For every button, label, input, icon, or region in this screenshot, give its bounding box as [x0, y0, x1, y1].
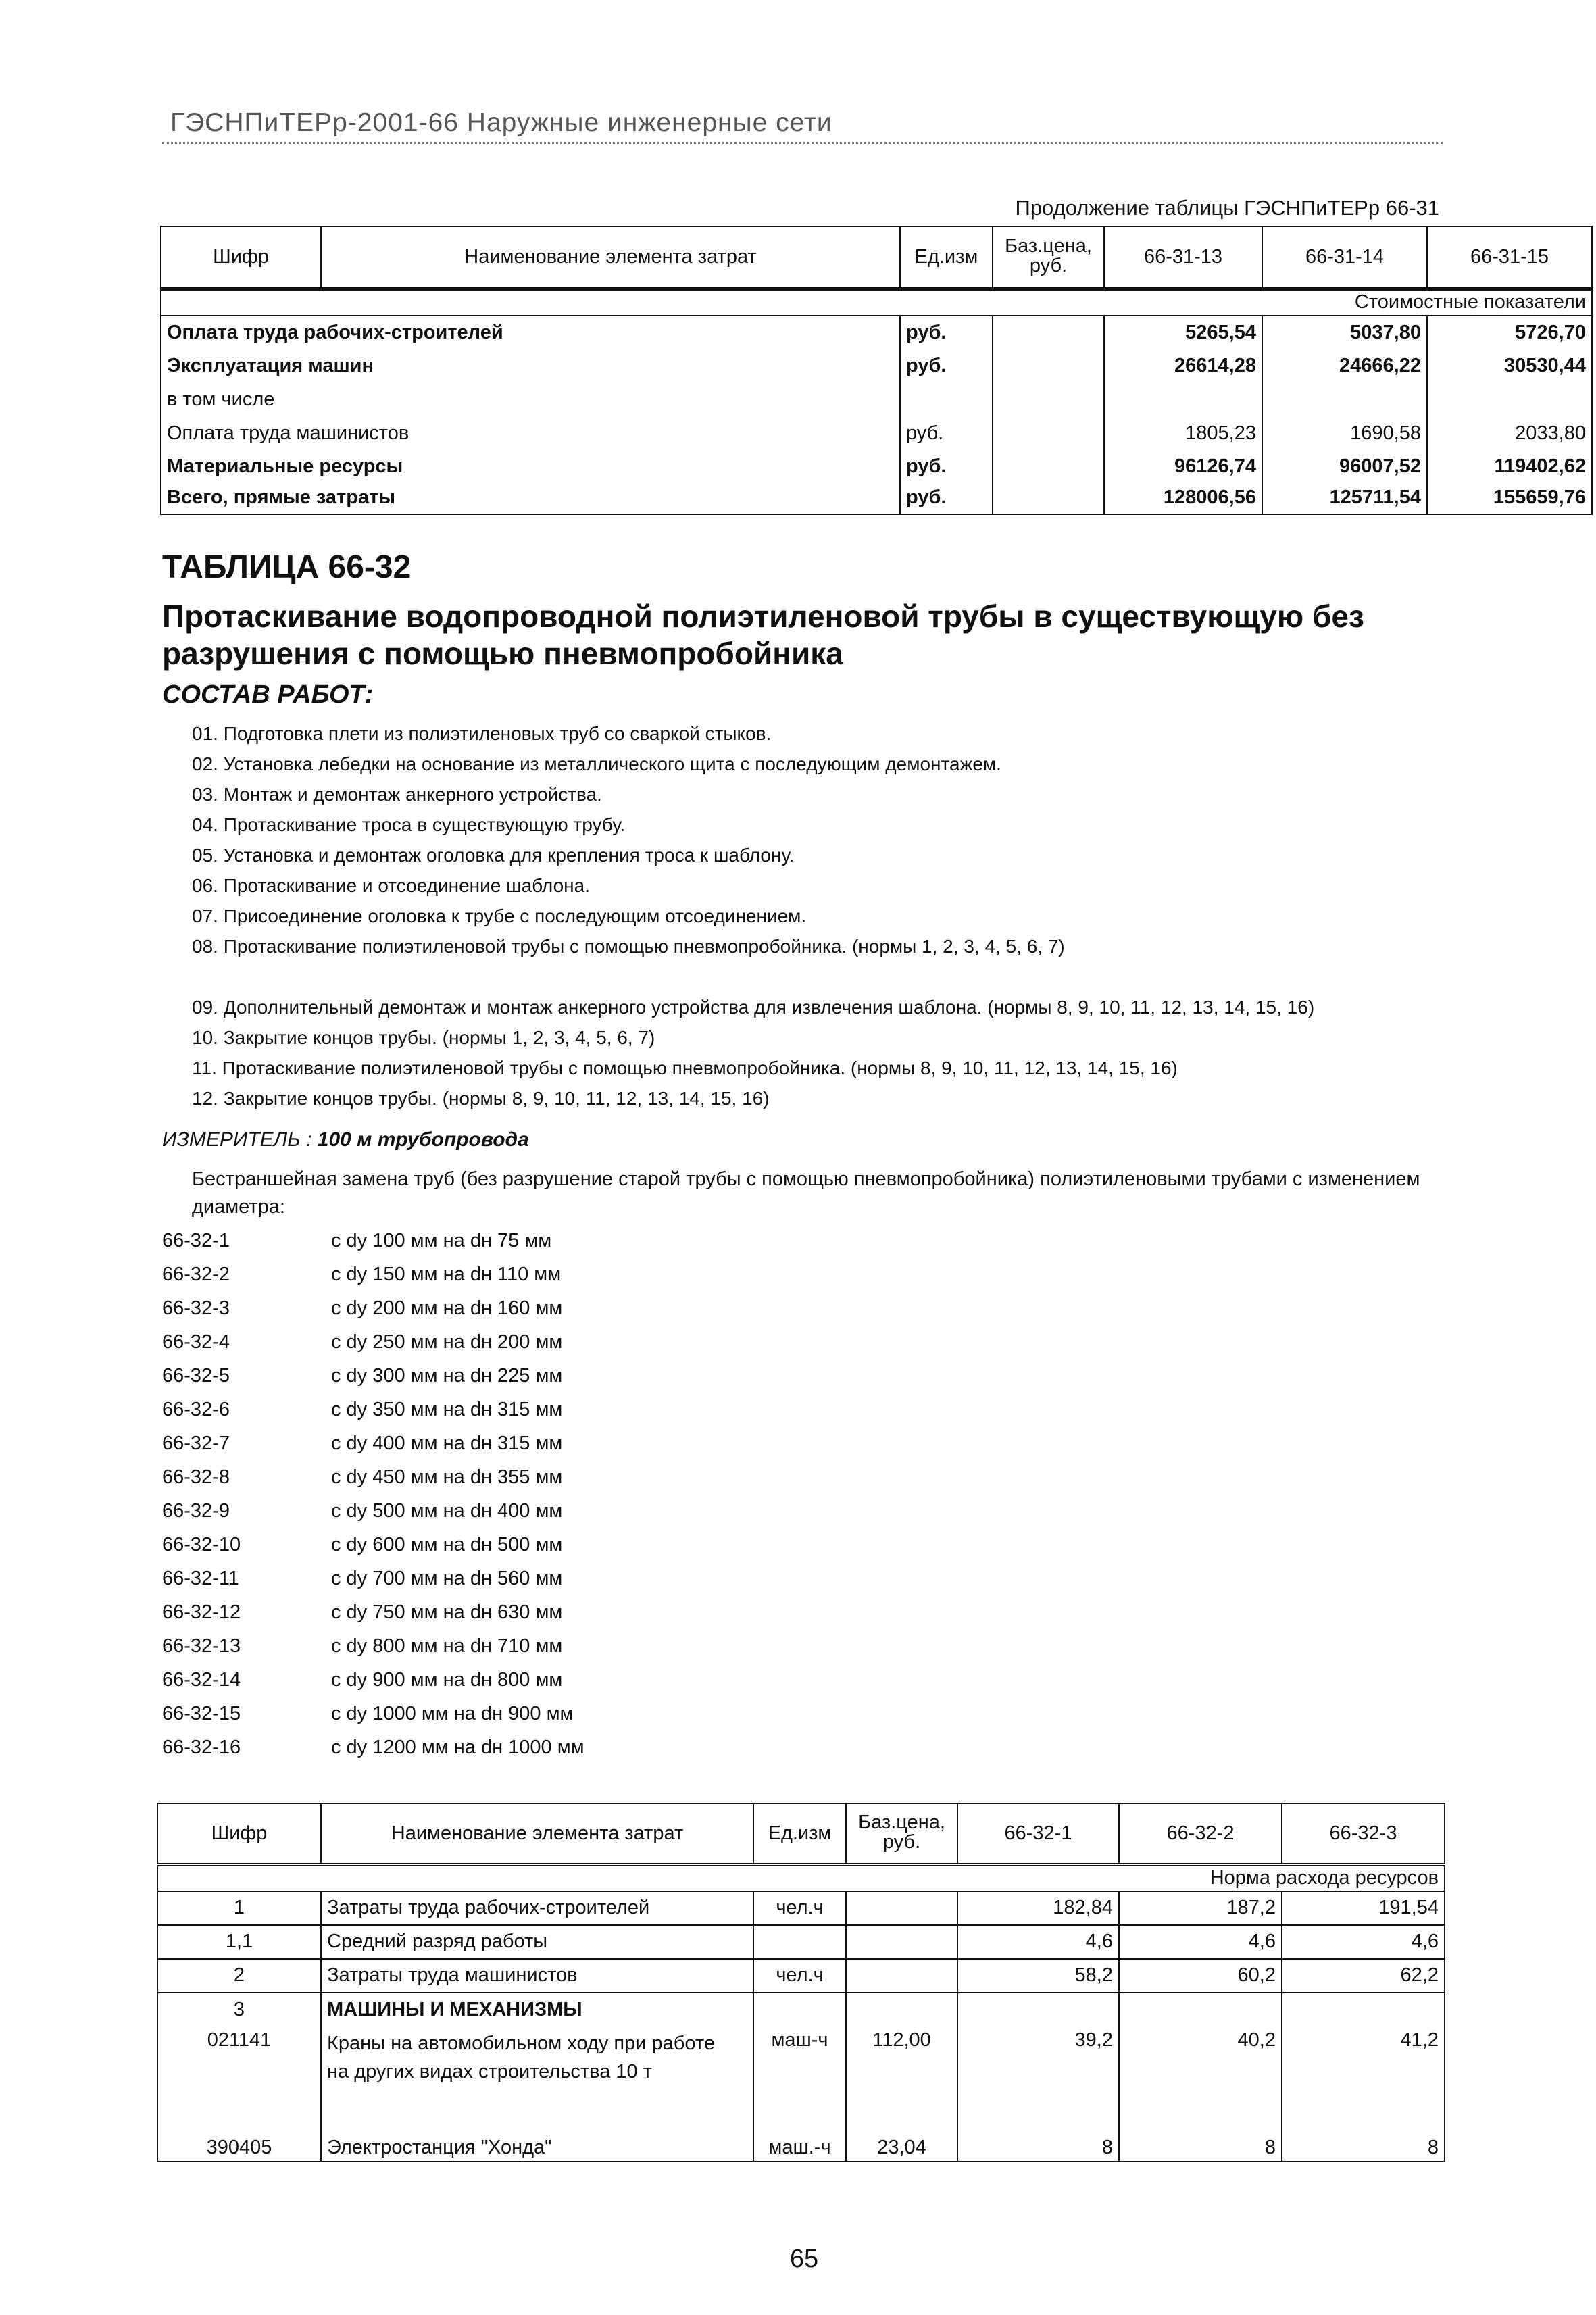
row-value-2: 60,2 — [1119, 1959, 1282, 1993]
norm-code: 66-32-14 — [162, 1669, 241, 1691]
norm-description: с dy 450 мм на dн 355 мм — [331, 1466, 563, 1488]
list-item — [162, 1500, 562, 1522]
table-number-heading: ТАБЛИЦА 66-32 — [162, 549, 412, 585]
norm-description: с dy 900 мм на dн 800 мм — [331, 1669, 563, 1691]
row-value-3: 4,6 — [1282, 1925, 1445, 1959]
col-header-price-line1: Баз.цена, — [858, 1812, 945, 1834]
row-name: в том числе — [161, 383, 900, 417]
row-unit: руб. — [900, 417, 993, 451]
list-item — [162, 1331, 562, 1353]
row-name-cell — [321, 2026, 753, 2135]
norm-description: с dy 350 мм на dн 315 мм — [331, 1399, 563, 1420]
composition-heading: СОСТАВ РАБОТ: — [162, 680, 374, 709]
row-value-1: 8 — [957, 2135, 1119, 2162]
norm-description: с dy 500 мм на dн 400 мм — [331, 1500, 563, 1522]
row-value-3: 5726,70 — [1427, 316, 1592, 349]
norm-description: с dy 1200 мм на dн 1000 мм — [331, 1737, 584, 1758]
row-value-2: 4,6 — [1119, 1925, 1282, 1959]
subheader-row — [161, 289, 1592, 316]
norm-code: 66-32-11 — [162, 1568, 239, 1589]
col-header-66-31-15: 66-31-15 — [1427, 226, 1592, 289]
row-value-2: 24666,22 — [1262, 349, 1427, 383]
row-value-1: 1805,23 — [1104, 417, 1262, 451]
table-row — [161, 383, 1592, 417]
list-item — [162, 1433, 562, 1455]
row-value-2: 125711,54 — [1262, 482, 1427, 514]
continuation-title: Продолжение таблицы ГЭСНПиТЕРр 66-31 — [1015, 196, 1439, 220]
row-name: Средний разряд работы — [321, 1925, 753, 1959]
measure-label: ИЗМЕРИТЕЛЬ : — [162, 1128, 312, 1151]
norm-code: 66-32-9 — [162, 1500, 230, 1522]
list-item — [162, 1466, 562, 1489]
norm-code: 66-32-12 — [162, 1601, 241, 1623]
list-item: 08. Протаскивание полиэтиленовой трубы с помощью пневмопробойника. (нормы 1, 2, 3, 4, 5, 6, 7) — [192, 936, 1065, 957]
row-unit: чел.ч — [753, 1891, 846, 1925]
list-item — [162, 1230, 551, 1252]
list-item: 09. Дополнительный демонтаж и монтаж анкерного устройства для извлечения шаблона. (нормы 8, 9, 10, 11, 12, 13, 14, 15, 16) — [192, 997, 1315, 1018]
row-value-3: 41,2 — [1282, 2026, 1445, 2135]
col-header-price-line1: Баз.цена, — [1005, 235, 1092, 257]
table-row — [157, 1993, 1445, 2026]
table-header-row — [161, 226, 1592, 289]
row-unit: чел.ч — [753, 1959, 846, 1993]
row-name: Затраты труда рабочих-строителей — [321, 1891, 753, 1925]
norm-description: с dy 600 мм на dн 500 мм — [331, 1534, 563, 1555]
norm-description: с dy 700 мм на dн 560 мм — [331, 1568, 563, 1589]
table-header-row — [157, 1803, 1445, 1864]
row-value-3: 30530,44 — [1427, 349, 1592, 383]
row-name: Всего, прямые затраты — [161, 482, 900, 514]
norm-code: 66-32-1 — [162, 1230, 230, 1251]
row-value-2: 1690,58 — [1262, 417, 1427, 451]
norm-description: с dy 300 мм на dн 225 мм — [331, 1365, 563, 1387]
table-row — [161, 417, 1592, 451]
row-value-2: 96007,52 — [1262, 451, 1427, 482]
row-unit: руб. — [900, 451, 993, 482]
list-item: 04. Протаскивание троса в существующую трубу. — [192, 814, 626, 835]
norm-description: с dy 400 мм на dн 315 мм — [331, 1433, 563, 1454]
col-header-name: Наименование элемента затрат — [321, 1803, 753, 1864]
norm-code: 66-32-3 — [162, 1297, 230, 1319]
table-row — [157, 1959, 1445, 1993]
subheader-resource-norms: Норма расхода ресурсов — [157, 1864, 1445, 1891]
norm-description: с dy 800 мм на dн 710 мм — [331, 1635, 563, 1657]
list-item: 10. Закрытие концов трубы. (нормы 1, 2, 3, 4, 5, 6, 7) — [192, 1027, 655, 1048]
col-header-code: Шифр — [157, 1803, 321, 1864]
table-row — [161, 349, 1592, 383]
row-code: 1 — [157, 1891, 321, 1925]
list-item — [162, 1568, 562, 1590]
header-divider — [162, 142, 1443, 144]
row-value-3: 8 — [1282, 2135, 1445, 2162]
row-value-3: 191,54 — [1282, 1891, 1445, 1925]
norm-code: 66-32-7 — [162, 1433, 230, 1454]
norm-code: 66-32-15 — [162, 1703, 241, 1724]
row-name: Оплата труда машинистов — [161, 417, 900, 451]
row-name: Материальные ресурсы — [161, 451, 900, 482]
list-item: 12. Закрытие концов трубы. (нормы 8, 9, 10, 11, 12, 13, 14, 15, 16) — [192, 1088, 770, 1109]
row-name: Оплата труда рабочих-строителей — [161, 316, 900, 349]
col-header-66-32-1: 66-32-1 — [957, 1803, 1119, 1864]
row-name: МАШИНЫ И МЕХАНИЗМЫ — [321, 1993, 753, 2026]
row-value-1: 128006,56 — [1104, 482, 1262, 514]
norm-code: 66-32-2 — [162, 1264, 230, 1285]
row-name: Электростанция "Хонда" — [321, 2135, 753, 2162]
list-item — [162, 1703, 573, 1725]
norm-code: 66-32-10 — [162, 1534, 241, 1555]
row-unit: руб. — [900, 349, 993, 383]
row-value-2: 8 — [1119, 2135, 1282, 2162]
row-name: Эксплуатация машин — [161, 349, 900, 383]
row-name: Краны на автомобильном ходу при работе — [327, 2033, 715, 2054]
row-value-3: 155659,76 — [1427, 482, 1592, 514]
list-item — [162, 1737, 584, 1759]
norm-description: с dy 1000 мм на dн 900 мм — [331, 1703, 574, 1724]
row-unit: руб. — [900, 316, 993, 349]
table-66-32-resources — [157, 1803, 1445, 2162]
row-code: 3 — [157, 1993, 321, 2026]
list-item: 06. Протаскивание и отсоединение шаблона. — [192, 875, 590, 896]
table-row — [161, 451, 1592, 482]
list-item — [162, 1601, 562, 1624]
table-row — [161, 316, 1592, 349]
col-header-66-31-13: 66-31-13 — [1104, 226, 1262, 289]
norm-description: с dy 750 мм на dн 630 мм — [331, 1601, 563, 1623]
row-unit: руб. — [900, 482, 993, 514]
row-name: Затраты труда машинистов — [321, 1959, 753, 1993]
list-item: 05. Установка и демонтаж оголовка для крепления троса к шаблону. — [192, 845, 795, 866]
row-value-1: 182,84 — [957, 1891, 1119, 1925]
col-header-66-31-14: 66-31-14 — [1262, 226, 1427, 289]
description-text: Бестраншейная замена труб (без разрушение старой трубы с помощью пневмопробойника) полиэтиленовыми трубами с изменением диаметра: — [192, 1168, 1420, 1218]
col-header-price — [846, 1803, 957, 1864]
table-row — [157, 1891, 1445, 1925]
row-value-2: 187,2 — [1119, 1891, 1282, 1925]
col-header-name: Наименование элемента затрат — [321, 226, 900, 289]
subheader-cost-indicators: Стоимостные показатели — [161, 289, 1592, 316]
row-code: 2 — [157, 1959, 321, 1993]
col-header-66-32-3: 66-32-3 — [1282, 1803, 1445, 1864]
row-unit: маш-ч — [753, 2026, 846, 2135]
row-unit: маш.-ч — [753, 2135, 846, 2162]
norm-code: 66-32-6 — [162, 1399, 230, 1420]
page-number: 65 — [789, 2245, 819, 2273]
col-header-price-line2: руб. — [1029, 255, 1068, 277]
col-header-price — [993, 226, 1104, 289]
table-row — [157, 2135, 1445, 2162]
norm-code: 66-32-4 — [162, 1331, 230, 1353]
row-value-2: 5037,80 — [1262, 316, 1427, 349]
list-item — [162, 1534, 562, 1556]
list-item — [162, 1264, 561, 1286]
measure-line — [162, 1128, 529, 1151]
col-header-unit: Ед.изм — [753, 1803, 846, 1864]
list-item: 02. Установка лебедки на основание из металлического щита с последующим демонтажем. — [192, 753, 1001, 774]
norm-description: с dy 150 мм на dн 110 мм — [331, 1264, 562, 1285]
row-value-3: 62,2 — [1282, 1959, 1445, 1993]
row-price: 112,00 — [846, 2026, 957, 2135]
list-item — [162, 1669, 562, 1691]
list-item — [162, 1365, 562, 1387]
row-code: 1,1 — [157, 1925, 321, 1959]
norm-description: с dy 250 мм на dн 200 мм — [331, 1331, 563, 1353]
row-code: 390405 — [157, 2135, 321, 2162]
col-header-66-32-2: 66-32-2 — [1119, 1803, 1282, 1864]
col-header-unit: Ед.изм — [900, 226, 993, 289]
list-item: 07. Присоединение оголовка к трубе с последующим отсоединением. — [192, 905, 807, 926]
norm-description: с dy 200 мм на dн 160 мм — [331, 1297, 563, 1319]
list-item — [162, 1399, 562, 1421]
norm-description: с dy 100 мм на dн 75 мм — [331, 1230, 552, 1251]
table-row — [157, 2026, 1445, 2135]
section-title: Протаскивание водопроводной полиэтиленовой трубы в существующую без разрушения с помощью пневмопробойника — [162, 599, 1364, 672]
row-value-3: 2033,80 — [1427, 417, 1592, 451]
col-header-price-line2: руб. — [882, 1831, 921, 1853]
row-value-1: 4,6 — [957, 1925, 1119, 1959]
row-value-1: 5265,54 — [1104, 316, 1262, 349]
col-header-code: Шифр — [161, 226, 321, 289]
norm-code: 66-32-13 — [162, 1635, 241, 1657]
row-name-continued: на других видах строительства 10 т — [327, 2061, 653, 2083]
measure-value: 100 м трубопровода — [317, 1128, 529, 1151]
row-code: 021141 — [157, 2026, 321, 2135]
running-header: ГЭСНПиТЕРр-2001-66 Наружные инженерные сети — [170, 108, 832, 137]
list-item — [162, 1297, 562, 1320]
table-row — [161, 482, 1592, 514]
table-row — [157, 1925, 1445, 1959]
list-item: 01. Подготовка плети из полиэтиленовых труб со сваркой стыков. — [192, 723, 772, 744]
row-value-2: 40,2 — [1119, 2026, 1282, 2135]
row-value-3: 119402,62 — [1427, 451, 1592, 482]
norm-code: 66-32-8 — [162, 1466, 230, 1488]
norm-code: 66-32-5 — [162, 1365, 230, 1387]
table-66-31-continuation — [160, 226, 1593, 515]
row-value-1: 96126,74 — [1104, 451, 1262, 482]
norm-code: 66-32-16 — [162, 1737, 241, 1758]
row-value-1: 26614,28 — [1104, 349, 1262, 383]
row-value-1: 39,2 — [957, 2026, 1119, 2135]
row-value-1: 58,2 — [957, 1959, 1119, 1993]
subheader-row — [157, 1864, 1445, 1891]
list-item: 03. Монтаж и демонтаж анкерного устройства. — [192, 784, 602, 805]
row-price: 23,04 — [846, 2135, 957, 2162]
list-item: 11. Протаскивание полиэтиленовой трубы с помощью пневмопробойника. (нормы 8, 9, 10, 11, 12, 13, 14, 15, 16) — [192, 1057, 1178, 1078]
list-item — [162, 1635, 562, 1658]
